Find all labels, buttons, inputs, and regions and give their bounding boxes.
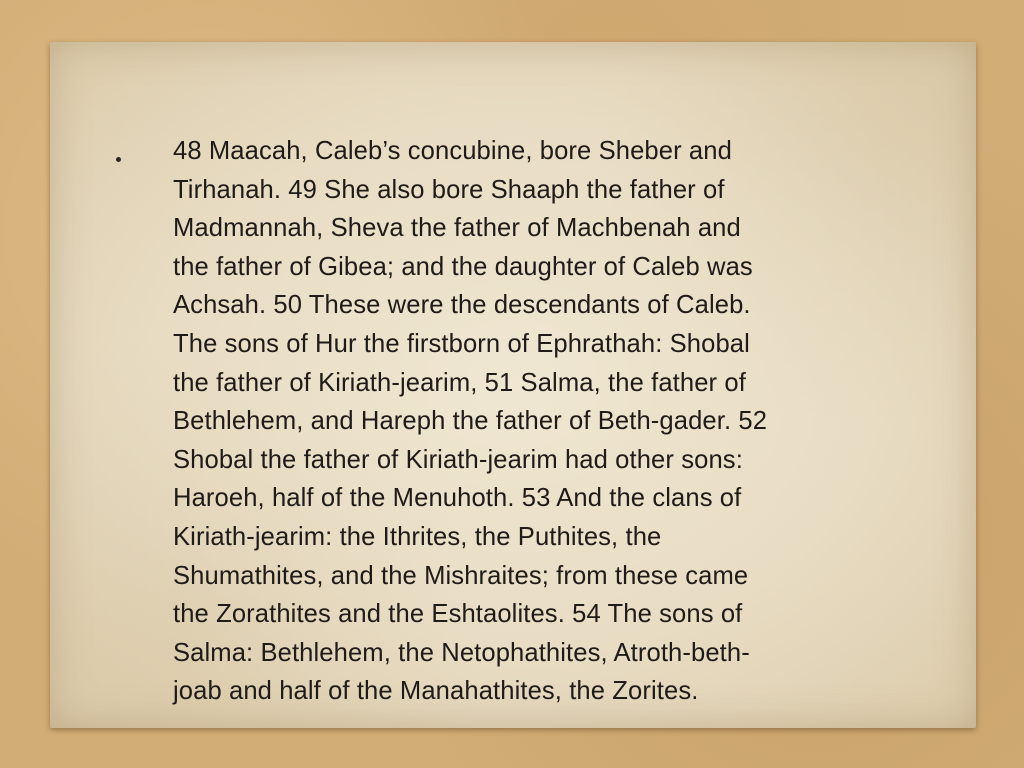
bullet-text: 48 Maacah, Caleb’s concubine, bore Sheber and Tirhanah. 49 She also bore Shaaph the father of Madmannah, Sheva the father of Machbenah and the father of Gibea; and the daughter of Caleb was Achsah. 50 These were the descendants of Caleb. The sons of Hur the firstborn of Ephrathah: Shobal the father of Kiriath-jearim, 51 Salma, the father of Bethlehem, and Hareph the father of Beth-gader. 52 Shobal the father of Kiriath-jearim had other sons: Haroeh, half of the Menuhoth. 53 And the clans of Kiriath-jearim: the Ithrites, the Puthites, the Shumathites, and the Mishraites; from these came the Zorathites and the Eshtaolites. 54 The sons of Salma: Bethlehem, the Netophathites, Atroth-beth- joab and half of the Manahathites, the Zorites. [173,137,768,706]
bullet-point [116,157,121,162]
